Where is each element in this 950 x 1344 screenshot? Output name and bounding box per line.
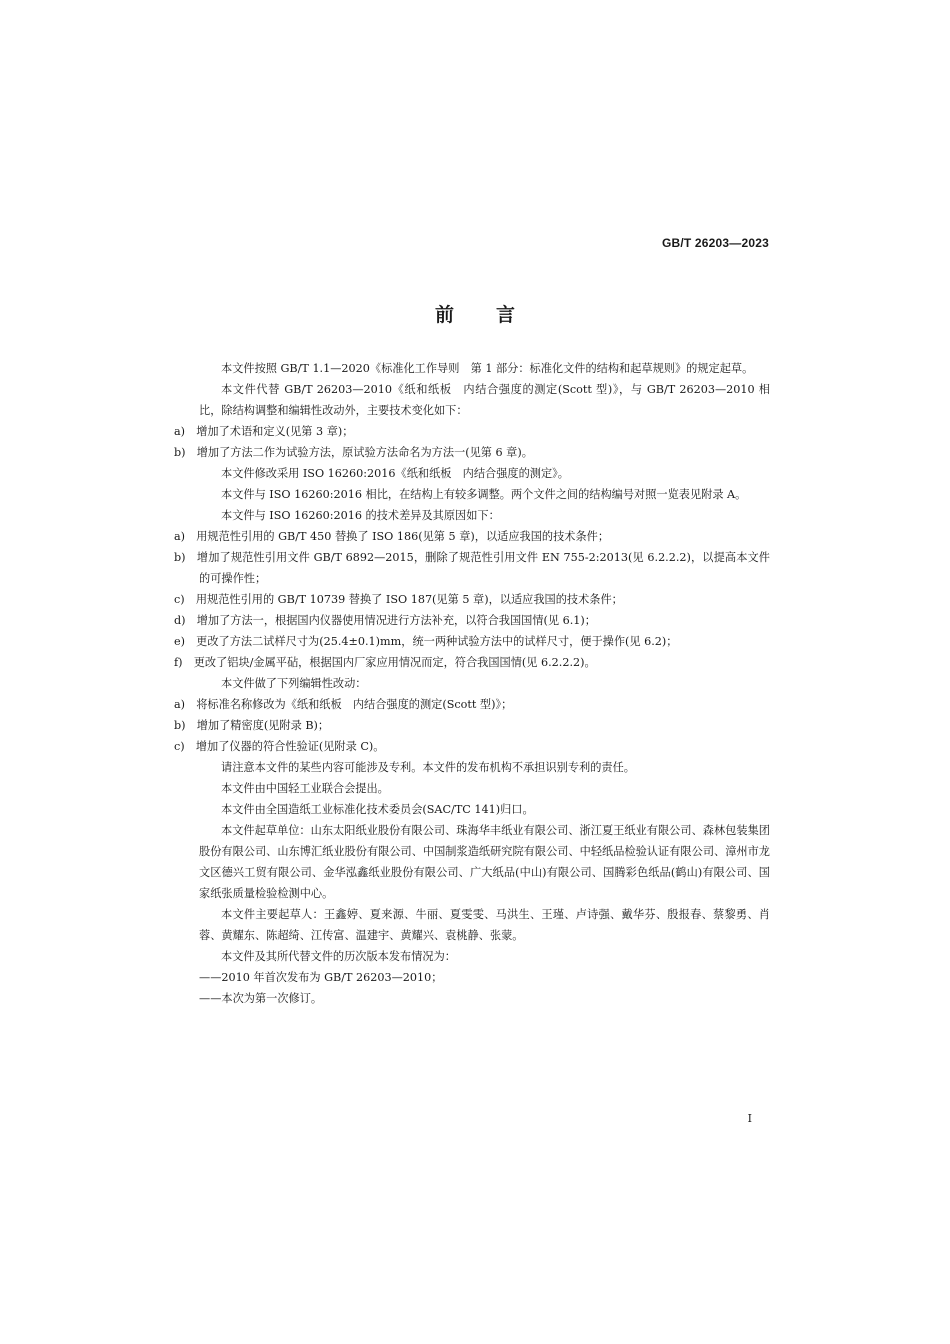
foreword-body: [174, 358, 770, 1009]
paragraph: 本文件由全国造纸工业标准化技术委员会(SAC/TC 141)归口。: [221, 803, 534, 816]
history-item: ——2010 年首次发布为 GB/T 26203—2010；: [199, 971, 443, 984]
page-title: [0, 300, 950, 327]
paragraph: 本文件由中国轻工业联合会提出。: [221, 782, 389, 795]
title-char-1: 前: [434, 304, 454, 326]
list-item: a) 增加了术语和定义(见第 3 章)；: [174, 425, 354, 438]
history-item: ——本次为第一次修订。: [199, 992, 323, 1005]
paragraph: 本文件及其所代替文件的历次版本发布情况为：: [221, 950, 456, 963]
list-item: c) 增加了仪器的符合性验证(见附录 C)。: [174, 740, 385, 753]
paragraph: 请注意本文件的某些内容可能涉及专利。本文件的发布机构不承担识别专利的责任。: [221, 761, 635, 774]
list-item: d) 增加了方法一，根据国内仪器使用情况进行方法补充，以符合我国国情(见 6.1)；: [174, 614, 596, 627]
paragraph: 本文件与 ISO 16260:2016 相比，在结构上有较多调整。两个文件之间的结构编号对照一览表见附录 A。: [221, 488, 747, 501]
list-item: a) 用规范性引用的 GB/T 450 替换了 ISO 186(见第 5 章)，以适应我国的技术条件；: [174, 530, 610, 543]
list-item: e) 更改了方法二试样尺寸为(25.4±0.1)mm，统一两种试验方法中的试样尺寸，便于操作(见 6.2)；: [174, 635, 678, 648]
paragraph: 本文件与 ISO 16260:2016 的技术差异及其原因如下：: [221, 509, 500, 522]
paragraph: 本文件主要起草人：王鑫婷、夏来源、牛丽、夏雯雯、马洪生、王瑾、卢诗强、戴华芬、殷报春、蔡黎勇、肖蓉、黄耀东、陈超绮、江传富、温建宇、黄耀兴、袁桃静、张蒙。: [199, 908, 770, 942]
paragraph: 本文件按照 GB/T 1.1—2020《标准化工作导则 第 1 部分：标准化文件的结构和起草规则》的规定起草。: [221, 362, 754, 375]
list-item: b) 增加了方法二作为试验方法，原试验方法命名为方法一(见第 6 章)。: [174, 446, 533, 459]
document-code: GB/T 26203—2023: [661, 236, 769, 250]
list-item: b) 增加了精密度(见附录 B)；: [174, 719, 330, 732]
list-item: c) 用规范性引用的 GB/T 10739 替换了 ISO 187(见第 5 章)，以适应我国的技术条件；: [174, 593, 623, 606]
list-item: f) 更改了铝块/金属平砧，根据国内厂家应用情况而定，符合我国国情(见 6.2.2.2)。: [174, 656, 596, 669]
title-char-2: 言: [496, 304, 516, 326]
paragraph: 本文件起草单位：山东太阳纸业股份有限公司、珠海华丰纸业有限公司、浙江夏王纸业有限公司、森林包装集团股份有限公司、山东博汇纸业股份有限公司、中国制浆造纸研究院有限公司、中轻纸品检验认证有限公司、漳州市龙文区德兴工贸有限公司、金华泓鑫纸业股份有限公司、广大纸品(中山)有限公司、国腾彩色纸品(鹤山)有限公司、国家纸张质量检验检测中心。: [199, 824, 770, 900]
page-number: I: [747, 1112, 752, 1125]
paragraph: 本文件修改采用 ISO 16260:2016《纸和纸板 内结合强度的测定》。: [221, 467, 569, 480]
list-item: b) 增加了规范性引用文件 GB/T 6892—2015，删除了规范性引用文件 EN 755-2:2013(见 6.2.2.2)，以提高本文件的可操作性；: [174, 551, 770, 585]
paragraph: 本文件代替 GB/T 26203—2010《纸和纸板 内结合强度的测定(Scott 型)》，与 GB/T 26203—2010 相比，除结构调整和编辑性改动外，主要技术变化如下：: [199, 383, 770, 417]
list-item: a) 将标准名称修改为《纸和纸板 内结合强度的测定(Scott 型)》；: [174, 698, 513, 711]
paragraph: 本文件做了下列编辑性改动：: [221, 677, 367, 690]
